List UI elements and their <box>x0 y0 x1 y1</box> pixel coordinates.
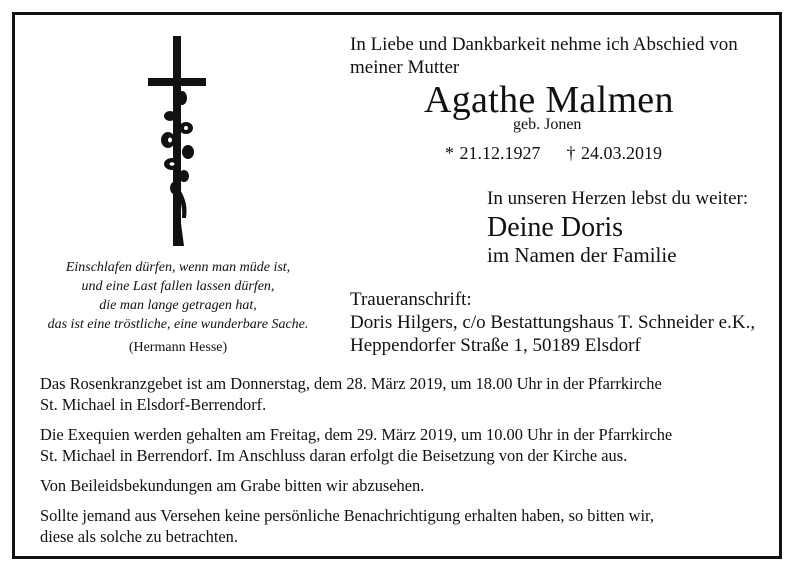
poem-line: Einschlafen dürfen, wenn man müde ist, <box>65 260 291 275</box>
notice-condolences <box>40 475 770 496</box>
born-name: geb. Jonen <box>513 116 582 133</box>
life-dates <box>445 143 662 164</box>
address-label: Traueranschrift: <box>350 289 472 310</box>
notice-line: Das Rosenkranzgebet ist am Donnerstag, dem 28. März 2019, um 18.00 Uhr in der Pfarrkirche <box>40 374 662 393</box>
poem-author: (Hermann Hesse) <box>128 340 228 355</box>
cross-with-roses-icon <box>148 36 208 248</box>
poem-line: das ist eine tröstliche, eine wunderbare Sache. <box>47 317 309 332</box>
birth-date: * 21.12.1927 <box>445 143 541 163</box>
notice-notification <box>40 505 770 547</box>
notice-line: Von Beileidsbekundungen am Grabe bitten wir abzusehen. <box>40 476 425 495</box>
intro-line: meiner Mutter <box>350 57 460 78</box>
notice-exequies <box>40 424 770 466</box>
intro-text <box>350 33 770 79</box>
notice-line: diese als solche zu betrachten. <box>40 527 238 546</box>
address-line: Heppendorfer Straße 1, 50189 Elsdorf <box>350 335 641 356</box>
mourning-address <box>350 288 780 357</box>
notice-rosary <box>40 373 770 415</box>
heart-line: In unseren Herzen lebst du weiter: <box>487 188 749 209</box>
death-date: † 24.03.2019 <box>566 143 662 163</box>
address-line: Doris Hilgers, c/o Bestattungshaus T. Schneider e.K., <box>350 312 756 333</box>
notice-line: St. Michael in Elsdorf-Berrendorf. <box>40 395 267 414</box>
signer-subtitle: im Namen der Familie <box>487 243 677 267</box>
poem-line: die man lange getragen hat, <box>99 298 257 313</box>
intro-line: In Liebe und Dankbarkeit nehme ich Abschied von <box>350 34 738 55</box>
poem <box>30 258 326 357</box>
notices <box>40 373 770 556</box>
deceased-name: Agathe Malmen <box>424 79 674 121</box>
poem-line: und eine Last fallen lassen dürfen, <box>81 279 275 294</box>
notice-line: Sollte jemand aus Versehen keine persönliche Benachrichtigung erhalten haben, so bitten wir, <box>40 506 654 525</box>
notice-line: Die Exequien werden gehalten am Freitag, dem 29. März 2019, um 10.00 Uhr in der Pfarrkirche <box>40 425 673 444</box>
notice-line: St. Michael in Berrendorf. Im Anschluss daran erfolgt die Beisetzung von der Kirche aus. <box>40 446 628 465</box>
signer-name: Deine Doris <box>487 212 624 243</box>
